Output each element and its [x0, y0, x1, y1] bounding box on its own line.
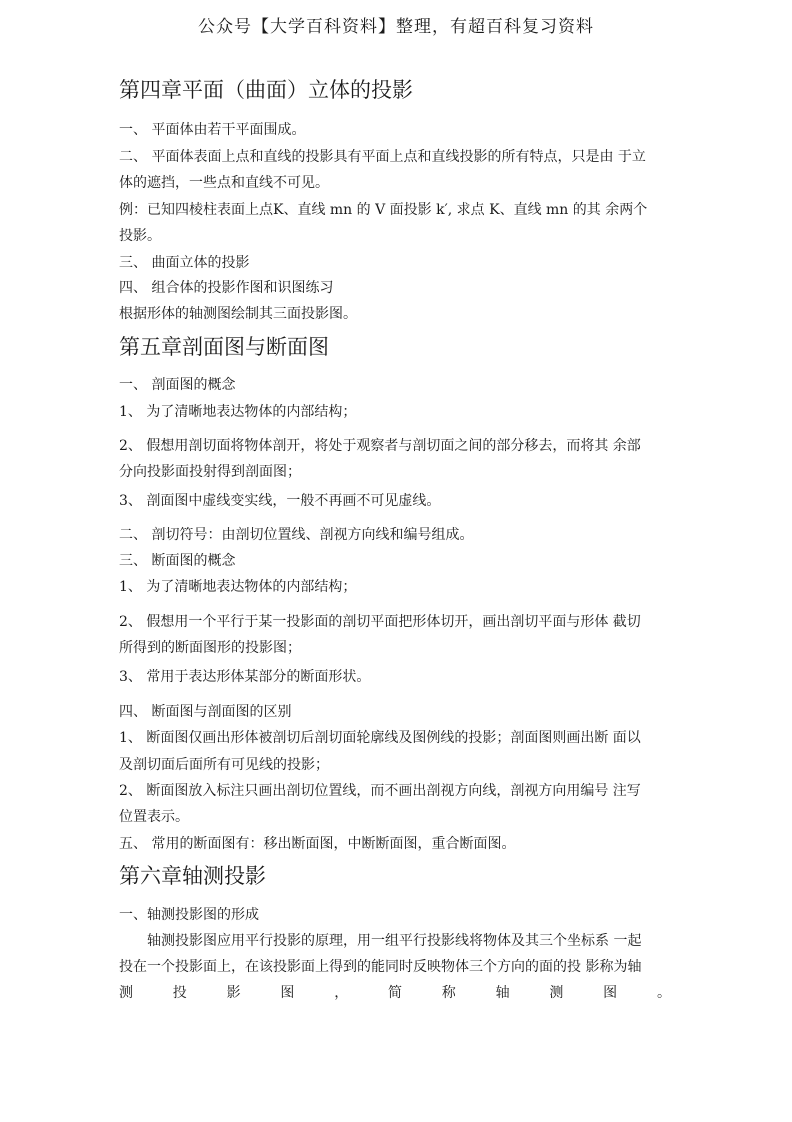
- ch4-line-3: 体的遮挡，一些点和直线不可见。: [119, 175, 329, 191]
- chapter-4-title: 第四章平面（曲面）立体的投影: [119, 78, 413, 102]
- ch5-line-3: 2、 假想用剖切面将物体剖开，将处于观察者与剖切面之间的部分移去，而将其 余部: [119, 438, 641, 454]
- ch5-line-4: 分向投影面投射得到剖面图；: [119, 464, 301, 480]
- ch5-line-9: 2、 假想用一个平行于某一投影面的剖切平面把形体切开，画出剖切平面与形体 截切: [119, 614, 641, 630]
- spread-char: ，: [334, 985, 349, 1001]
- ch4-line-1: 一、 平面体由若干平面围成。: [119, 122, 306, 138]
- ch4-line-5: 投影。: [119, 228, 161, 244]
- spread-char: 简: [387, 985, 402, 1001]
- ch4-line-2: 二、 平面体表面上点和直线的投影具有平面上点和直线投影的所有特点，只是由 于立: [119, 149, 646, 165]
- spread-char: 图: [603, 985, 618, 1001]
- ch5-line-8: 1、 为了清晰地表达物体的内部结构；: [119, 579, 357, 595]
- ch5-line-2: 1、 为了清晰地表达物体的内部结构；: [119, 404, 357, 420]
- spread-char: 轴: [495, 985, 510, 1001]
- spread-char: 测: [119, 985, 133, 1001]
- ch6-line-2: 轴测投影图应用平行投影的原理，用一组平行投影线将物体及其三个坐标系 一起: [147, 933, 642, 949]
- ch6-line-3: 投在一个投影面上，在该投影面上得到的能同时反映物体三个方向的面的投 影称为轴: [119, 959, 642, 975]
- ch4-line-4: 例：已知四棱柱表面上点K、直线 mn 的 V 面投影 k′, 求点 K、直线 mn 的其 余两个: [119, 202, 648, 218]
- ch5-line-15: 2、 断面图放入标注只画出剖切位置线，而不画出剖视方向线，剖视方向用编号 注写: [119, 783, 641, 799]
- spread-char: 影: [226, 985, 241, 1001]
- spread-char: 称: [441, 985, 456, 1001]
- ch6-spread-line: [119, 982, 671, 1002]
- ch5-line-5: 3、 剖面图中虚线变实线，一般不再画不可见虚线。: [119, 493, 441, 509]
- chapter-5-title: 第五章剖面图与断面图: [119, 335, 329, 359]
- spread-char: 测: [549, 985, 564, 1001]
- page-header: 公众号【大学百科资料】整理，有超百科复习资料: [198, 17, 594, 37]
- chapter-6-title: 第六章轴测投影: [119, 864, 266, 888]
- ch5-line-6: 二、 剖切符号：由剖切位置线、剖视方向线和编号组成。: [119, 527, 474, 543]
- ch5-line-11: 3、 常用于表达形体某部分的断面形状。: [119, 669, 371, 685]
- ch5-line-10: 所得到的断面图形的投影图；: [119, 640, 301, 656]
- ch6-line-1: 一、轴测投影图的形成: [119, 907, 259, 923]
- ch5-line-17: 五、 常用的断面图有：移出断面图，中断断面图，重合断面图。: [119, 836, 516, 852]
- ch5-line-13: 1、 断面图仅画出形体被剖切后剖切面轮廓线及图例线的投影；剖面图则画出断 面以: [119, 730, 641, 746]
- ch4-line-8: 根据形体的轴测图绘制其三面投影图。: [119, 306, 357, 322]
- ch5-line-7: 三、 断面图的概念: [119, 553, 236, 569]
- ch5-line-12: 四、 断面图与剖面图的区别: [119, 704, 292, 720]
- spread-char: 图: [280, 985, 295, 1001]
- spread-char: 。: [656, 985, 671, 1001]
- ch5-line-14: 及剖切面后面所有可见线的投影；: [119, 757, 329, 773]
- ch5-line-1: 一、 剖面图的概念: [119, 377, 236, 393]
- ch5-line-16: 位置表示。: [119, 809, 189, 825]
- ch4-line-6: 三、 曲面立体的投影: [119, 255, 250, 271]
- spread-char: 投: [172, 985, 187, 1001]
- ch4-line-7: 四、 组合体的投影作图和识图练习: [119, 280, 334, 296]
